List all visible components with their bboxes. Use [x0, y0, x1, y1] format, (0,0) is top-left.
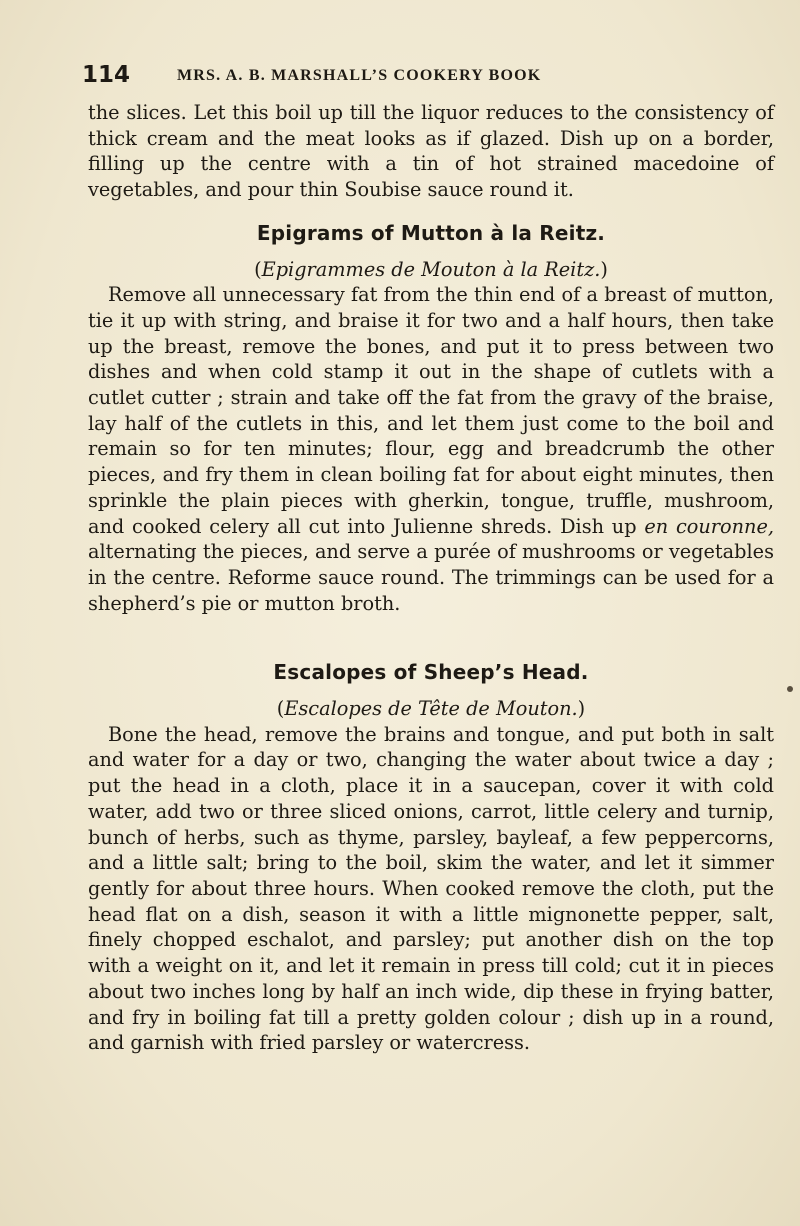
page-header: [82, 62, 782, 92]
page-body: [88, 100, 774, 1056]
recipe-body-epigrams: Remove all unnecessary fat from the thin end of a breast of mutton, tie it up with string, and braise it for two and a half hours, then take up the breast, remove the bones, and put it to press between two dishes and when cold stamp it out in the shape of cutlets with a cutlet cutter ; strain and take off the fat from the gravy of the braise, lay half of the cutlets in this, and let them just come to the boil and remain so for ten minutes; flour, egg and breadcrumb the other pieces, and fry them in clean boiling fat for about eight minutes, then sprinkle the plain pieces with gherkin, tongue, truffle, mushroom, and cooked celery all cut into Julienne shreds. Dish up en couronne, alternating the pieces, and serve a purée of mushrooms or vegetables in the centre. Reforme sauce round. The trimmings can be used for a shepherd’s pie or mutton broth.: [88, 283, 775, 615]
recipe-subtitle-escalopes: (Escalopes de Tête de Mouton.): [276, 697, 586, 721]
intro-paragraph: the slices. Let this boil up till the liquor reduces to the consistency of thick cream and the meat looks as if glazed. Dish up on a border, filling up the centre with a tin of hot strained macedoine of vegetables, and pour thin Soubise sauce round it.: [88, 101, 774, 202]
margin-mark: [787, 686, 793, 692]
recipe-subtitle-epigrams: (Epigrammes de Mouton à la Reitz.): [254, 257, 608, 281]
page-number: 114: [82, 62, 131, 88]
recipe-title-epigrams: Epigrams of Mutton à la Reitz.: [256, 220, 606, 245]
running-title: MRS. A. B. MARSHALL’S COOKERY BOOK: [177, 67, 542, 84]
recipe-body-escalopes: Bone the head, remove the brains and tongue, and put both in salt and water for a day or two, changing the water about twice a day ; put the head in a cloth, place it in a saucepan, cover it with cold water, add two or three sliced onions, carrot, little celery and turnip, bunch of herbs, such as thyme, parsley, bayleaf, a few peppercorns, and a little salt; bring to the boil, skim the water, and let it simmer gently for about three hours. When cooked remove the cloth, put the head flat on a dish, season it with a little mignonette pepper, salt, finely chopped eschalot, and parsley; put another dish on the top with a weight on it, and let it remain in press till cold; cut it in pieces about two inches long by half an inch wide, dip these in frying batter, and fry in boiling fat till a pretty golden colour ; dish up in a round, and garnish with fried parsley or watercress.: [88, 722, 774, 1055]
recipe-title-escalopes: Escalopes of Sheep’s Head.: [273, 660, 589, 685]
